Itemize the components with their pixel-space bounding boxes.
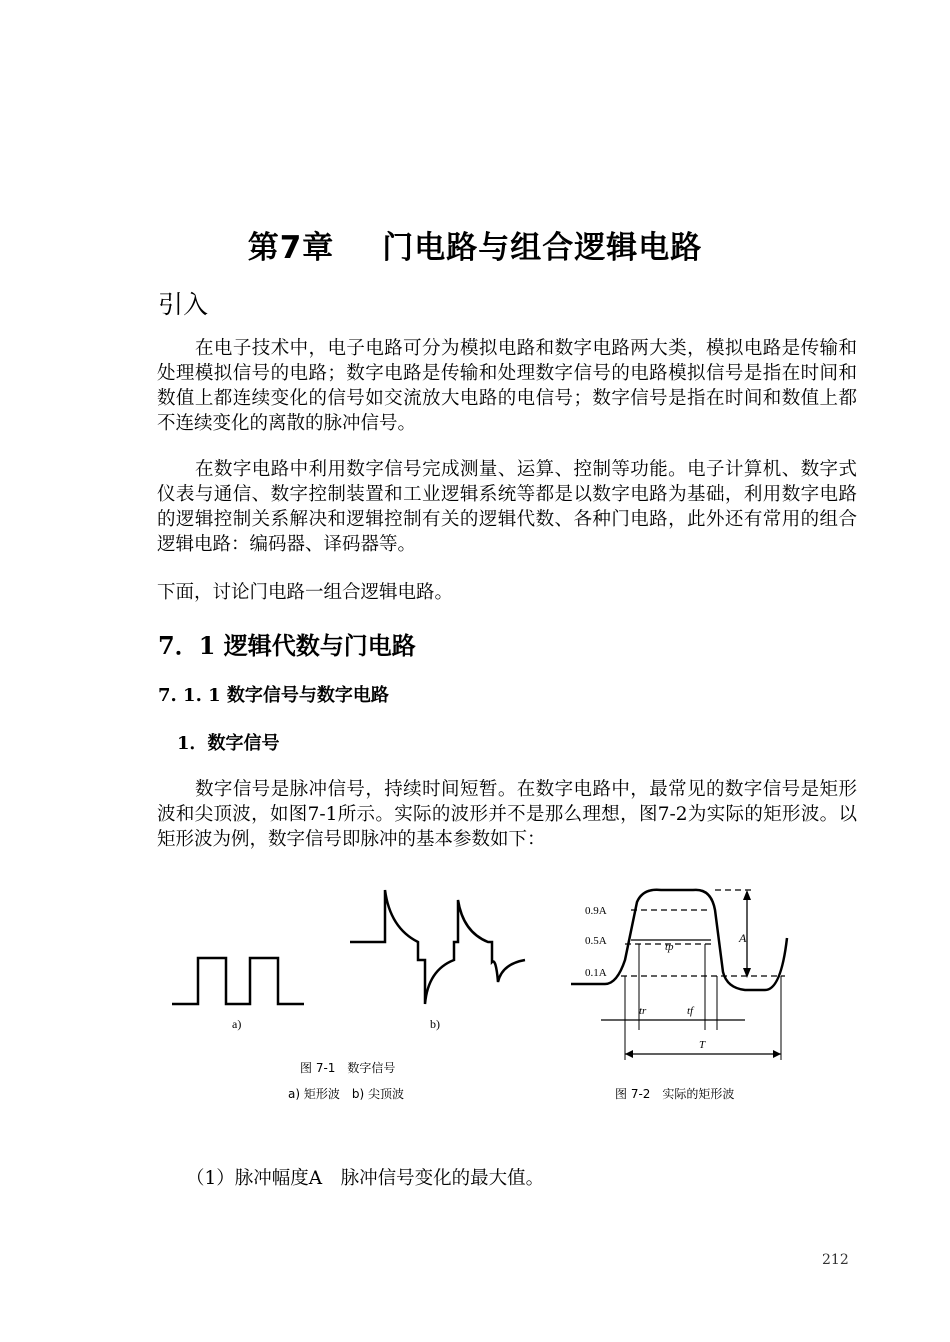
fig1-caption: 图 7-1 数字信号: [300, 1061, 396, 1075]
chapter-number: 第7章: [247, 230, 335, 266]
fig2-level-05: 0.5A: [585, 935, 607, 947]
fig2-tr-label: tr: [639, 1005, 647, 1017]
signal-paragraph: 数字信号是脉冲信号，持续时间短暂。在数字电路中，最常见的数字信号是矩形波和尖顶波，如图7-1所示。实际的波形并不是那么理想，图7-2为实际的矩形波。以矩形波为例，数字信号即脉冲的基本参数如下：: [157, 779, 857, 850]
fig2-tp-label: tp: [665, 941, 674, 953]
item-heading: 1．数字信号: [177, 733, 280, 754]
fig1-label-b: b): [430, 1017, 440, 1031]
fig2-level-01: 0.1A: [585, 967, 607, 979]
intro-heading: 引入: [158, 290, 209, 319]
paragraph-intro-1: 在电子技术中，电子电路可分为模拟电路和数字电路两大类，模拟电路是传输和处理模拟信号的电路；数字电路是传输和处理数字信号的电路模拟信号是指在时间和数值上都连续变化的信号如交流放大电路的电信号；数字信号是指在时间和数值上都不连续变化的离散的脉冲信号。: [157, 338, 857, 434]
fig2-caption: 图 7-2 实际的矩形波: [615, 1087, 735, 1101]
paragraph-intro-3: 下面，讨论门电路一组合逻辑电路。: [157, 582, 454, 603]
fig2-amplitude-label: A: [739, 931, 747, 945]
chapter-title: [0, 222, 950, 267]
param-amplitude: （1）脉冲幅度A 脉冲信号变化的最大值。: [186, 1168, 545, 1189]
rectangular-wave: [172, 958, 304, 1004]
spike-wave: [350, 890, 525, 1004]
fig2-level-09: 0.9A: [585, 905, 607, 917]
chapter-name: 门电路与组合逻辑电路: [382, 230, 703, 266]
fig1-label-a: a): [232, 1017, 242, 1031]
section-heading: 7．1 逻辑代数与门电路: [158, 631, 416, 660]
fig1-subcaption: a) 矩形波 b) 尖顶波: [288, 1087, 404, 1101]
figure-7-2: [565, 880, 805, 1110]
fig2-tf-label: tf: [687, 1005, 694, 1017]
fig2-period-label: T: [699, 1039, 706, 1051]
subsection-heading: 7. 1. 1 数字信号与数字电路: [158, 685, 389, 706]
page-number: 212: [822, 1252, 849, 1268]
paragraph-intro-2: 在数字电路中利用数字信号完成测量、运算、控制等功能。电子计算机、数字式仪表与通信、数字控制装置和工业逻辑系统等都是以数字电路为基础，利用数字电路的逻辑控制关系解决和逻辑控制有关的逻辑代数、各种门电路，此外还有常用的组合逻辑电路：编码器、译码器等。: [157, 459, 857, 555]
figure-7-1: [160, 880, 540, 1110]
